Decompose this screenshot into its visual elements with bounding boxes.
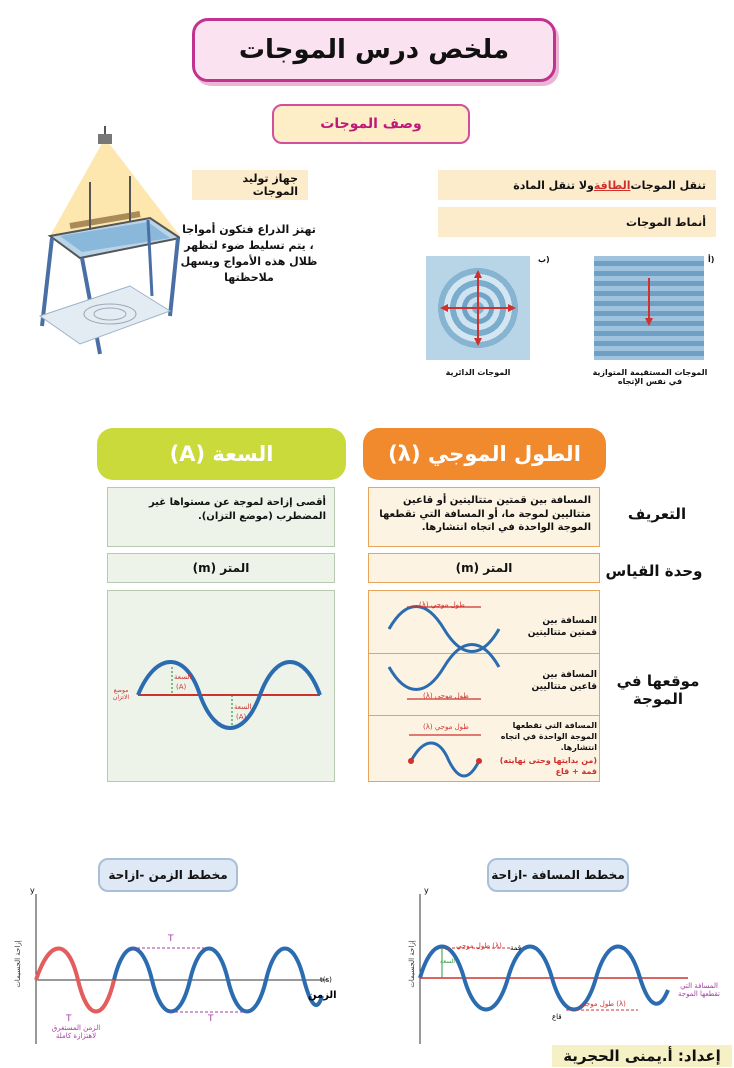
straight-arrow-icon <box>594 256 704 360</box>
section-subtitle: وصف الموجات <box>272 104 470 144</box>
time-y-axis-label: إزاحة الجسيمات <box>14 940 22 988</box>
wave-full-diagram <box>411 743 479 776</box>
wavelength-unit: المتر (m) <box>455 560 513 575</box>
period-note: الزمن المستغرق لاهتزازة كاملة <box>51 1024 101 1040</box>
page-title: ملخص درس الموجات <box>192 18 556 82</box>
wl-tag-3: طول موجي (λ) <box>423 723 469 731</box>
amplitude-diagram <box>108 591 336 783</box>
ripple-tank-illustration <box>30 126 180 356</box>
wave-end-dot <box>476 758 482 764</box>
wavelength-position-diagrams <box>369 591 519 783</box>
wave-trough-diagram <box>389 645 499 690</box>
distance-traveled-label: المسافة التي تقطعها الموجة <box>677 982 720 998</box>
wl-position-3-note: (من بدايتها وحتى نهايته) قمة + قاع <box>499 756 597 776</box>
amplitude-header: السعة (A) <box>97 428 346 480</box>
energy-prefix: تنقل الموجات <box>630 178 706 192</box>
time-displacement-graph <box>10 886 350 1046</box>
amp-tag-1-unit: (A) <box>176 683 187 691</box>
wavelength-header: الطول الموجي (λ) <box>363 428 606 480</box>
dist-amp-tag: السعة <box>440 958 455 965</box>
dist-wl-tag-1: طول موجي (λ) <box>456 942 502 950</box>
time-y-letter: y <box>30 886 35 895</box>
circular-arrows-icon <box>426 256 530 360</box>
wl-tag-2: طول موجي (λ) <box>423 692 469 700</box>
amplitude-unit-cell <box>107 553 335 583</box>
ripple-tank-title <box>192 170 308 200</box>
amplitude-definition: أقصى إزاحة لموجة عن مستواها غير المضطرب (موضع التزان). <box>148 497 326 522</box>
period-label-2: T <box>208 1014 214 1024</box>
dist-wl-tag-2: طول موجي (λ) <box>580 1000 626 1008</box>
wl-tag-1: طول موجي (λ) <box>419 601 465 609</box>
distance-displacement-graph <box>398 886 718 1046</box>
photo-b-tag: (ب <box>538 255 550 264</box>
wl-position-1: المسافة بين قمتين متتاليتين <box>527 616 597 639</box>
distance-graph-title: مخطط المسافة -ازاحة <box>487 858 629 892</box>
amplitude-unit: المتر (m) <box>192 560 250 575</box>
energy-highlight: الطاقة <box>593 178 631 192</box>
energy-suffix: ولا تنقل المادة <box>513 178 594 192</box>
trough-label: قاع <box>552 1013 562 1021</box>
period-label-1: T <box>168 934 174 944</box>
wl-position-3: المسافة التي تقطعها الموجة الواحدة في اتجاه انتشارها. <box>500 721 597 752</box>
row-label-position: موقعها في الموجة <box>616 672 700 708</box>
photo-b-caption: الموجات الدائرية <box>445 368 511 377</box>
row-label-definition: التعريف <box>627 505 687 523</box>
wavelength-position-cell <box>368 590 600 782</box>
wavelength-definition-cell <box>368 487 600 547</box>
energy-note <box>438 170 716 200</box>
period-label-3: T <box>66 1014 72 1024</box>
amp-tag-1: السعة <box>174 673 192 681</box>
wl-position-2: المسافة بين قاعين متتاليين <box>531 670 597 693</box>
amp-tag-2: السعة <box>234 703 252 711</box>
straight-waves-photo <box>594 256 704 360</box>
amplitude-definition-cell <box>107 487 335 547</box>
amplitude-position-cell <box>107 590 335 782</box>
time-axis-label: الزمن <box>308 990 337 1001</box>
wave-crest-diagram <box>389 607 499 652</box>
circular-waves-photo <box>426 256 530 360</box>
time-x-letter: t(s) <box>320 976 332 984</box>
wavelength-unit-cell <box>368 553 600 583</box>
photo-a-caption: الموجات المستقيمة المتوازية في نفس الإتجاه <box>592 368 708 386</box>
wave-types-label: أنماط الموجات <box>626 215 706 229</box>
wave-types-heading <box>438 207 716 237</box>
crest-label: قمة <box>510 944 522 952</box>
time-graph-title: مخطط الزمن -ازاحة <box>98 858 238 892</box>
dist-y-letter: y <box>424 886 429 895</box>
equilibrium-label: موضع الاتزان <box>112 687 130 701</box>
row-label-unit: وحدة القياس <box>605 562 703 580</box>
amp-tag-2-unit: (A) <box>236 713 247 721</box>
wave-start-dot <box>408 758 414 764</box>
photo-a-tag: (أ <box>708 255 715 264</box>
wavelength-definition: المسافة بين قمتين متتاليتين أو قاعين متتاليين لموجة ما، أو المسافة التي تقطعها الموجة الواحدة في اتجاه انتشارها. <box>379 495 591 533</box>
ripple-tank-text: تهتز الذراع فتكون أمواجا ، يتم تسليط ضوء لتظهر ظلال هذه الأمواج ويسهل ملاحظتها <box>180 223 318 284</box>
ripple-tank-title-text: جهاز توليد الموجات <box>242 172 298 198</box>
dist-y-axis-label: إزاحة الجسيمات <box>408 940 416 988</box>
author-credit: إعداد: أ.يمنى الحجرية <box>552 1045 732 1067</box>
